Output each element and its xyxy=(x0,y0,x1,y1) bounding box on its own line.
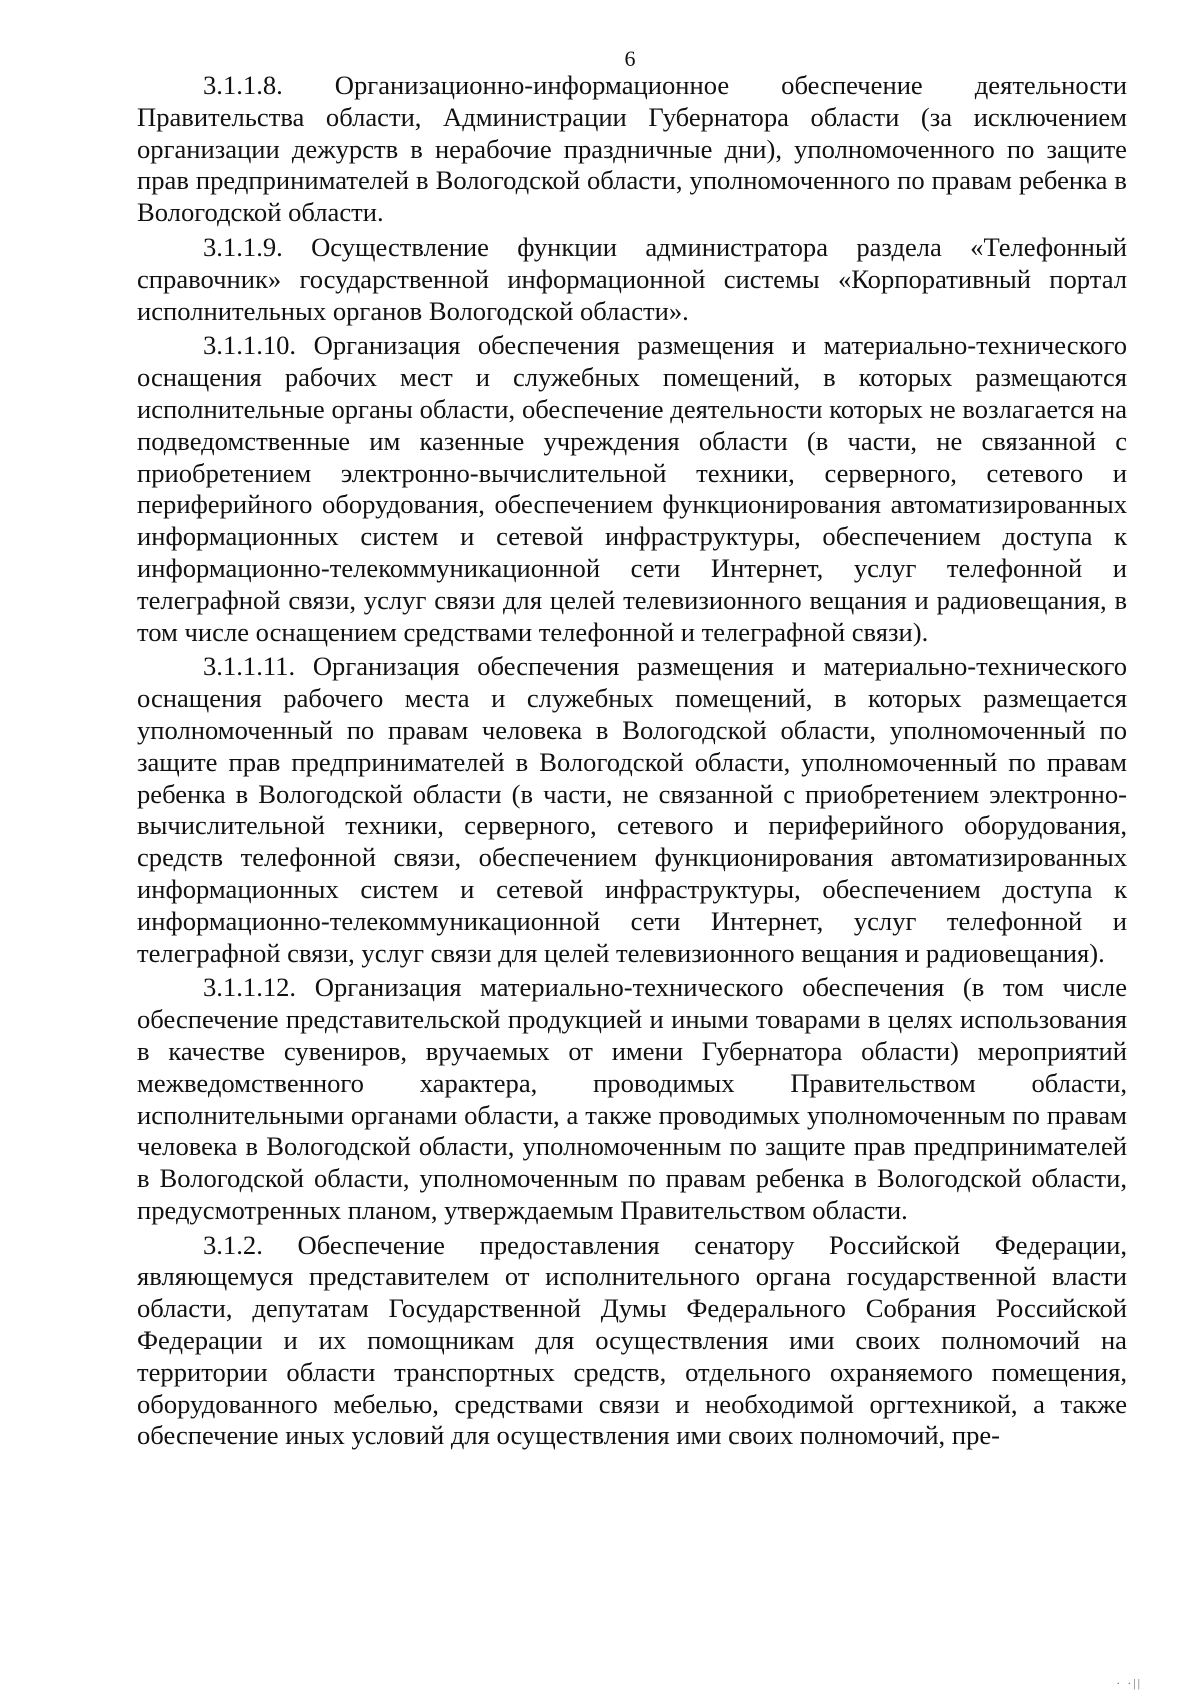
paragraph-3-1-1-12: 3.1.1.12. Организация материально-технического обеспечения (в том числе обеспечение представительской продукцией и иными товарами в целях использования в качестве сувениров, вручаемых от имени Губернатора области) мероприятий межведомственного характера, проводимых Правительством области, исполнительными органами области, а также проводимых уполномоченным по правам человека в Вологодской области, уполномоченным по защите прав предпринимателей в Вологодской области, уполномоченным по правам ребенка в Вологодской области, предусмотренных планом, утверждаемым Правительством области. xyxy=(137,972,1127,1225)
page-number: 6 xyxy=(624,46,636,71)
paragraph-3-1-1-11: 3.1.1.11. Организация обеспечения размещения и материально-технического оснащения рабочего места и служебных помещений, в которых размещается уполномоченный по правам человека в Вологодской области, уполномоченный по защите прав предпринимателей в Вологодской области, уполномоченный по правам ребенка в Вологодской области (в части, не связанной с приобретением электронно-вычислительной техники, серверного, сетевого и периферийного оборудования, средств телефонной связи, обеспечением функционирования автоматизированных информационных систем и сетевой инфраструктуры, обеспечением доступа к информационно-телекоммуникационной сети Интернет, услуг телефонной и телеграфной связи, услуг связи для целей телевизионного вещания и радиовещания). xyxy=(137,651,1127,968)
paragraph-3-1-1-10: 3.1.1.10. Организация обеспечения размещения и материально-технического оснащения рабочих мест и служебных помещений, в которых размещаются исполнительные органы области, обеспечение деятельности которых не возлагается на подведомственные им казенные учреждения области (в части, не связанной с приобретением электронно-вычислительной техники, серверного, сетевого и периферийного оборудования, обеспечением функционирования автоматизированных информационных систем и сетевой инфраструктуры, обеспечением доступа к информационно-телекоммуникационной сети Интернет, услуг телефонной и телеграфной связи, услуг связи для целей телевизионного вещания и радиовещания, в том числе оснащением средствами телефонной и телеграфной связи). xyxy=(137,330,1127,647)
paragraph-3-1-1-8: 3.1.1.8. Организационно-информационное обеспечение деятельности Правительства области, Администрации Губернатора области (за исключением организации дежурств в нерабочие праздничные дни), уполномоченного по защите прав предпринимателей в Вологодской области, уполномоченного по правам ребенка в Вологодской области. xyxy=(137,70,1127,228)
scan-artifact-mark: · ·|| xyxy=(1116,1676,1142,1690)
paragraph-3-1-1-9: 3.1.1.9. Осуществление функции администратора раздела «Телефонный справочник» государственной информационной системы «Корпоративный портал исполнительных органов Вологодской области». xyxy=(137,231,1127,326)
document-body xyxy=(137,70,1127,1455)
paragraph-3-1-2: 3.1.2. Обеспечение предоставления сенатору Российской Федерации, являющемуся представителем от исполнительного органа государственной власти области, депутатам Государственной Думы Федерального Собрания Российской Федерации и их помощникам для осуществления ими своих полномочий на территории области транспортных средств, отдельного охраняемого помещения, оборудованного мебелью, средствами связи и необходимой оргтехникой, а также обеспечение иных условий для осуществления ими своих полномочий, пре- xyxy=(137,1229,1127,1451)
